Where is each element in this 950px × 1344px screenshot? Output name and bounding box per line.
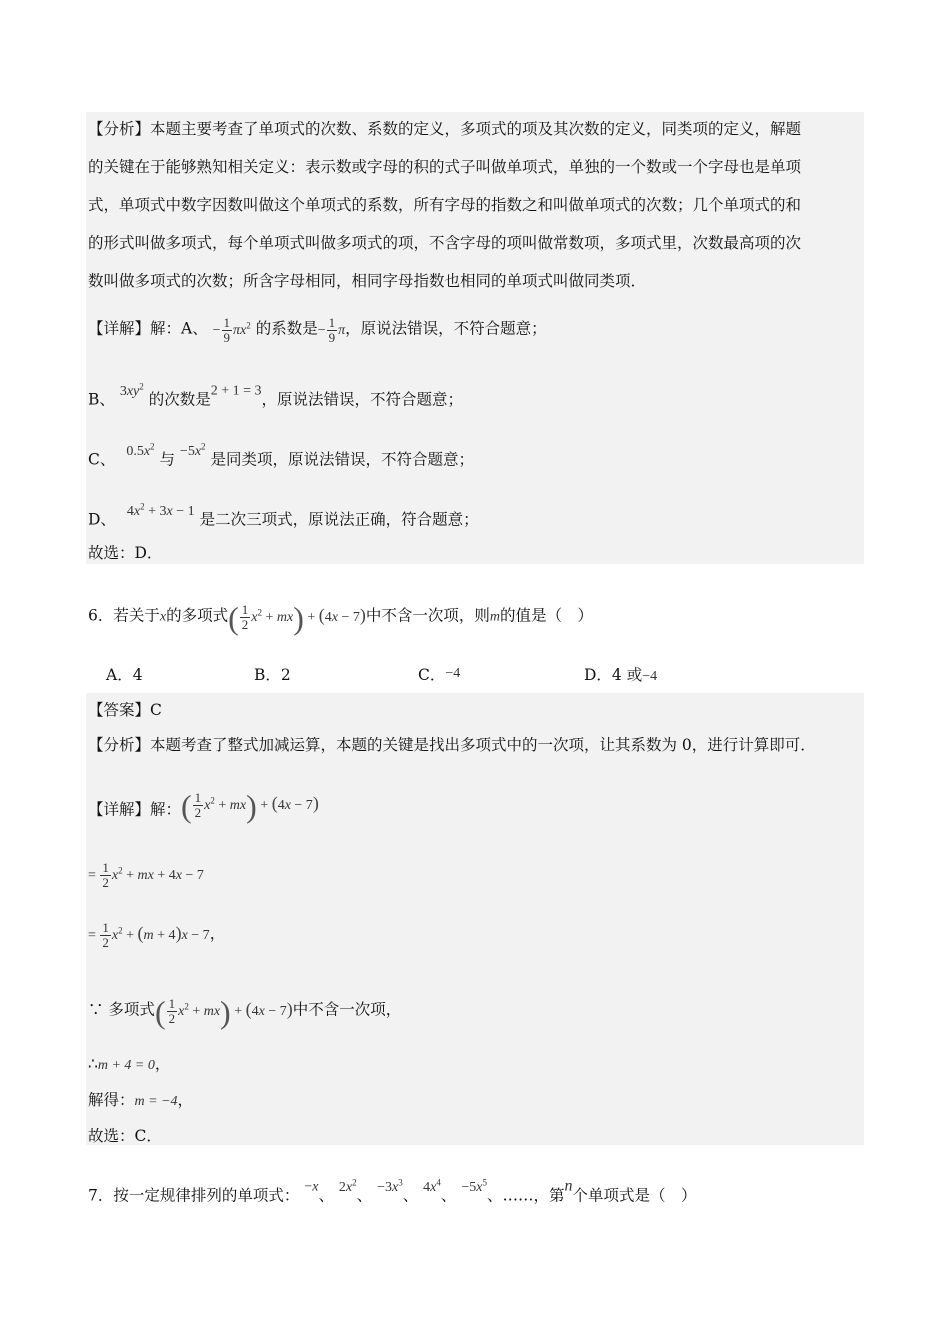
step-2 bbox=[88, 920, 225, 950]
label: D、 bbox=[88, 510, 116, 529]
expression: = $\frac{1}{2}$ $x^2$ + mx + 4x − 7 bbox=[88, 859, 204, 890]
sep: 、 bbox=[402, 1186, 419, 1205]
option-c[interactable] bbox=[418, 663, 460, 685]
option-d[interactable] bbox=[584, 663, 657, 685]
detail-line-b bbox=[88, 376, 463, 410]
analysis-line: 的形式叫做多项式，每个单项式叫做多项式的项，不含字母的项叫做常数项，多项式里，次数最高项的次 bbox=[88, 234, 802, 252]
term-5: $-5x^5$ bbox=[461, 1177, 487, 1195]
term-1: −x bbox=[304, 1179, 319, 1195]
text: ∵ 多项式 bbox=[88, 1000, 155, 1019]
answer-line: 【答案】C bbox=[88, 701, 162, 719]
text: ∴ bbox=[88, 1055, 98, 1073]
sep: 、 bbox=[356, 1186, 373, 1205]
formula-b-degree: 2 + 1 = 3 bbox=[210, 383, 262, 399]
detail-line-c bbox=[88, 436, 474, 470]
text: ， bbox=[209, 924, 226, 943]
option-label: B．2 bbox=[254, 666, 291, 684]
detail-label: 【详解】解：A、 bbox=[88, 319, 208, 338]
text: 7．按一定规律排列的单项式： bbox=[88, 1186, 300, 1205]
option-value: −4 bbox=[642, 669, 658, 684]
term-2: $2x^2$ bbox=[338, 1177, 357, 1195]
analysis-line: 【分析】本题考查了整式加减运算，本题的关键是找出多项式中的一次项，让其系数为 0，进行计算即可． bbox=[88, 736, 816, 754]
equation: m + 4 = 0 bbox=[97, 1058, 155, 1073]
question-7 bbox=[88, 1172, 696, 1206]
var-m: m bbox=[489, 609, 501, 625]
label: B、 bbox=[88, 390, 115, 409]
term-4: $4x^4$ bbox=[423, 1177, 441, 1195]
text: ，原说法错误，不符合题意； bbox=[345, 319, 547, 338]
option-a[interactable] bbox=[106, 663, 143, 685]
option-label: A．4 bbox=[106, 666, 143, 684]
question-6 bbox=[88, 599, 594, 636]
equation: m = −4 bbox=[134, 1094, 178, 1109]
polynomial: ( $\frac{1}{2}$ $x^2 + mx) + (4x - 7)$ bbox=[228, 599, 366, 636]
text: ， bbox=[154, 1055, 171, 1073]
sep: 、 bbox=[318, 1186, 334, 1205]
expression: ( $\frac{1}{2}$ $x^2 + mx) + (4x - 7)$ bbox=[181, 787, 319, 824]
solution-block-q6 bbox=[86, 693, 864, 1145]
option-label: C． bbox=[418, 666, 446, 684]
text: 与 bbox=[159, 450, 175, 469]
expression: ( $\frac{1}{2}$ $x^2 + mx) + (4x - 7)$ bbox=[154, 993, 293, 1030]
formula-a: − $\frac{1}{9}$ $\pi x^2$ bbox=[212, 314, 251, 345]
detail-line-a bbox=[88, 315, 547, 345]
analysis-line: 【分析】本题主要考查了单项式的次数、系数的定义，多项式的项及其次数的定义，同类项的定义，解题 bbox=[88, 120, 802, 138]
detail-line bbox=[88, 787, 319, 824]
text: 的次数是 bbox=[148, 390, 211, 409]
detail-label: 【详解】解： bbox=[88, 800, 182, 819]
text: 的值是（ ） bbox=[500, 606, 594, 625]
choice-line: 故选：C． bbox=[88, 1127, 162, 1145]
text: 中不含一次项， bbox=[292, 1000, 402, 1019]
formula-b: $3xy^2$ bbox=[119, 381, 144, 399]
var-x: x bbox=[159, 609, 167, 625]
expression: = $\frac{1}{2}$ $x^2 + (m + 4)x - 7$ bbox=[88, 919, 210, 950]
text: 是二次三项式，原说法正确，符合题意； bbox=[199, 510, 479, 529]
text: 个单项式是（ ） bbox=[572, 1186, 697, 1205]
option-value: −4 bbox=[445, 666, 461, 681]
analysis-line: 的关键在于能够熟知相关定义：表示数或字母的积的式子叫做单项式，单独的一个数或一个字母也是单项 bbox=[88, 158, 802, 176]
detail-line-d bbox=[88, 496, 479, 530]
sep: 、 bbox=[440, 1186, 457, 1205]
analysis-line: 数叫做多项式的次数；所含字母相同，相同字母指数也相同的单项式叫做同类项． bbox=[88, 272, 647, 290]
formula-c1: $0.5x^2$ bbox=[126, 441, 155, 459]
text: 解得： bbox=[88, 1091, 135, 1109]
therefore-line bbox=[88, 1054, 170, 1076]
analysis-line: 式，单项式中数字因数叫做这个单项式的系数，所有字母的指数之和叫做单项式的次数；几个单项式的和 bbox=[88, 196, 802, 214]
formula-c2: $-5x^2$ bbox=[179, 441, 206, 459]
text: ，原说法错误，不符合题意； bbox=[261, 390, 464, 409]
text: ， bbox=[177, 1091, 194, 1109]
text: 的系数是 bbox=[255, 319, 318, 338]
option-b[interactable] bbox=[254, 663, 291, 685]
label: C、 bbox=[88, 450, 116, 469]
because-line bbox=[88, 993, 402, 1030]
text: 是同类项，原说法错误，不符合题意； bbox=[210, 450, 474, 469]
text: 的多项式 bbox=[166, 606, 229, 625]
step-1 bbox=[88, 860, 204, 890]
formula-a-coef: − $\frac{1}{9}$ π bbox=[317, 314, 346, 345]
option-label: D．4 或 bbox=[584, 666, 643, 684]
solve-line bbox=[88, 1090, 193, 1112]
var-n: n bbox=[564, 1177, 573, 1195]
text: 6．若关于 bbox=[88, 606, 160, 625]
text: 中不含一次项，则 bbox=[365, 606, 490, 625]
text: 、……，第 bbox=[486, 1186, 565, 1205]
choice-line: 故选：D． bbox=[88, 544, 163, 562]
formula-d: $4x^2 + 3x - 1$ bbox=[126, 501, 195, 519]
term-3: $-3x^3$ bbox=[377, 1177, 403, 1195]
